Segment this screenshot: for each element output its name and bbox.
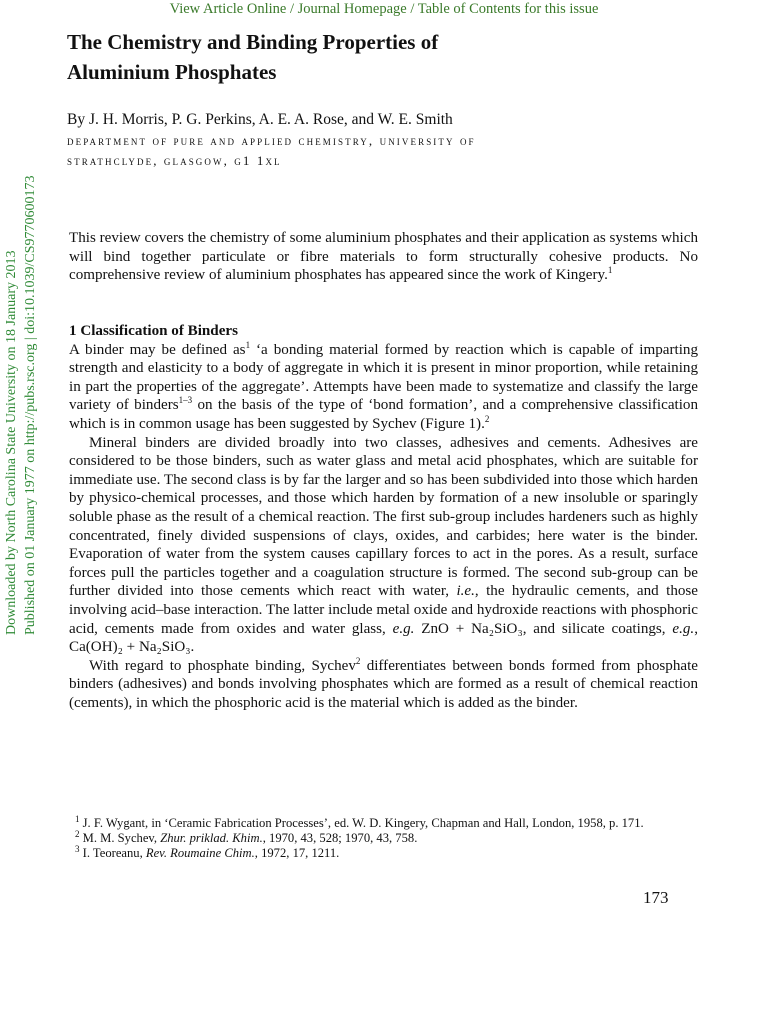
abstract-text: This review covers the chemistry of some aluminium phosphates and their application as systems which will bind together particulate or fibre materials to form structurally cohesive products. No comprehensive review of aluminium phosphates has appeared since the work of Kingery. — [69, 230, 698, 284]
affiliation-line-1: department of pure and applied chemistry, university of — [67, 133, 476, 148]
title-line-1: The Chemistry and Binding Properties of — [67, 30, 439, 54]
footnote-number: 2 — [75, 828, 80, 839]
reference-marker: 2 — [355, 655, 361, 666]
paragraph-text: ‘a bonding material formed by reaction which is capable of imparting strength and elasticity to a body of aggregate in which it is present in minor proportion, while retaining in part the properties of the aggregate’. Attempts have been made to systematize and classify the large variety of binders — [69, 341, 698, 414]
author-list: By J. H. Morris, P. G. Perkins, A. E. A. Rose, and W. E. Smith — [67, 111, 453, 128]
reference-marker: 2 — [484, 413, 490, 424]
link-separator: / — [286, 1, 298, 17]
link-separator: / — [406, 1, 418, 17]
footnote-text: J. F. Wygant, in ‘Ceramic Fabrication Processes’, ed. W. D. Kingery, Chapman and Hall, London, 1958, p. 171. — [82, 816, 644, 830]
paragraph-text: ZnO + Na₂SiO₃, and silicate coatings, — [414, 620, 666, 637]
view-article-online-link[interactable]: View Article Online — [169, 1, 287, 17]
article-title — [67, 27, 438, 87]
paragraph-text: Mineral binders are divided broadly into two classes, adhesives and cements. Adhesives are considered to be those binders, such as water glass and metal acid phosphates, which are suitable for immediate use. The second class is by far the larger and so has been subdivided into those which harden by physico-chemical processes, and those which harden by formation of a new insoluble or sparingly soluble phase as the result of a chemical reaction. The first sub-group includes hardeners such as highly concentrated, finely divided suspensions of clays, oxides, and carbides; here water is the binder. Evaporation of water from the system causes capillary forces to act in the pores. As a result, surface forces pull the particles together and a coagulation structure is formed. The second sub-group can be further divided into those cements which react with water, — [69, 434, 698, 600]
downloaded-notice: Downloaded by North Carolina State University on 18 January 2013 — [4, 250, 19, 635]
footnote-number: 1 — [75, 813, 80, 824]
reference-marker: 1 — [607, 265, 613, 276]
paragraph-3 — [69, 657, 698, 713]
affiliation-line-2: strathclyde, glasgow, g1 1xl — [67, 153, 282, 168]
footnote — [69, 813, 698, 831]
paragraph-2 — [69, 434, 698, 657]
footnote-text: I. Teoreanu, — [82, 846, 146, 860]
footnote-text: , 1972, 17, 1211. — [254, 846, 340, 860]
reference-marker: 1–3 — [178, 395, 193, 406]
paragraph-1 — [69, 341, 698, 434]
download-sidebar — [2, 0, 46, 1024]
paragraph-text: , Ca(OH)₂ + Na₂SiO₃. — [69, 620, 698, 656]
section-heading: 1 Classification of Binders — [69, 323, 238, 339]
journal-name: Rev. Roumaine Chim. — [145, 846, 255, 860]
section-classification — [69, 322, 698, 712]
italic-term: i.e. — [456, 583, 475, 600]
affiliation — [67, 131, 697, 171]
table-of-contents-link[interactable]: Table of Contents for this issue — [417, 1, 599, 17]
italic-term: e.g. — [392, 620, 415, 637]
published-notice: Published on 01 January 1977 on http://pubs.rsc.org | doi:10.1039/CS9770600173 — [23, 175, 38, 635]
footnote-text: M. M. Sychev, — [82, 831, 161, 845]
footnote-number: 3 — [75, 843, 80, 854]
paragraph-text: With regard to phosphate binding, Sychev — [89, 657, 356, 674]
paragraph-text: on the basis of the type of ‘bond formation’, and a comprehensive classification which is in common usage has been suggested by Sychev (Figure 1). — [69, 397, 699, 432]
paragraph-text: A binder may be defined as — [69, 341, 246, 358]
abstract — [69, 229, 698, 285]
title-line-2: Aluminium Phosphates — [67, 60, 277, 84]
journal-name: Zhur. priklad. Khim. — [160, 831, 263, 845]
italic-term: e.g. — [672, 620, 695, 637]
footnotes — [69, 813, 698, 861]
footnote — [69, 843, 698, 861]
footnote-text: , 1970, 43, 528; 1970, 43, 758. — [262, 831, 418, 845]
page-number: 173 — [643, 888, 669, 907]
paragraph-text: differentiates between bonds formed from phosphate binders (adhesives) and bonds involving phosphates which are formed as a result of chemical reaction (cements), in which the phosphoric acid is the material which is added as the binder. — [69, 657, 698, 711]
paragraph-text: , the hydraulic cements, and those involving acid–base interaction. The latter include metal oxide and hydroxide reactions with phosphoric acid, cements made from oxides and water glass, — [69, 583, 698, 637]
top-links — [0, 1, 768, 18]
journal-homepage-link[interactable]: Journal Homepage — [297, 1, 407, 17]
reference-marker: 1 — [245, 339, 251, 350]
footnote — [69, 828, 698, 846]
